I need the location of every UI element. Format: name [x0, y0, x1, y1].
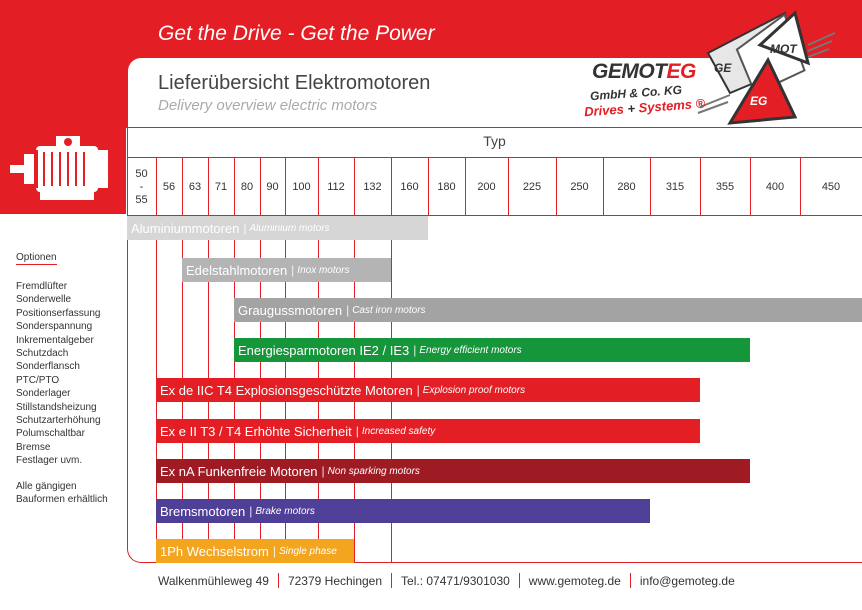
footer-separator [278, 573, 279, 588]
grid-column-line [800, 157, 801, 215]
bar-label-de: Ex nA Funkenfreie Motoren [160, 463, 318, 479]
logo-tagline-b: Systems ® [638, 95, 706, 116]
bar-label-separator: | [272, 544, 276, 558]
bar-label-separator: | [321, 464, 325, 478]
size-header-cell: 63 [188, 180, 202, 193]
slogan: Get the Drive - Get the Power [158, 22, 435, 45]
motor-range-bar [156, 378, 700, 402]
option-item: Inkrementalgeber [16, 334, 94, 346]
grid-column-line [700, 157, 701, 215]
bar-label-en: Energy efficient motors [419, 344, 522, 356]
grid-line-top [127, 127, 862, 128]
option-item: Stillstandsheizung [16, 401, 97, 413]
grid-column-line [750, 157, 751, 215]
options-extra-line2: Bauformen erhältlich [16, 494, 108, 506]
motor-range-bar [156, 419, 700, 443]
grid-column-line [182, 157, 183, 215]
motor-range-bar [234, 298, 862, 322]
option-item: Sonderwelle [16, 294, 72, 306]
bar-label-en: Brake motors [255, 505, 315, 517]
bar-label-en: Single phase [278, 545, 337, 557]
logo-name-accent: EG [666, 60, 696, 83]
bar-label-de: Edelstahlmotoren [186, 262, 288, 278]
options-extra [16, 480, 108, 507]
grid-column-line [208, 157, 209, 215]
grid-column-line [156, 157, 157, 215]
grid-column-line [428, 157, 429, 215]
option-item: Positionserfassung [16, 307, 101, 319]
motor-range-bar [127, 216, 428, 240]
bar-label-de: Aluminiummotoren [131, 220, 240, 236]
grid-column-line [318, 157, 319, 215]
grid-column-line [285, 157, 286, 215]
bar-label-de: Ex e II T3 / T4 Erhöhte Sicherheit [160, 423, 352, 439]
size-header-cell: 355 [715, 180, 735, 193]
logo-triangle-eg: EG [750, 94, 768, 108]
footer-website-link[interactable]: www.gemoteg.de [528, 573, 621, 588]
option-item: PTC/PTO [16, 374, 60, 386]
bar-label-separator: | [249, 504, 253, 518]
grid-column-line [465, 157, 466, 215]
option-item: Sonderlager [16, 388, 71, 400]
page-subtitle: Delivery overview electric motors [158, 97, 378, 114]
footer-city: 72379 Hechingen [287, 573, 383, 588]
bar-label-separator: | [355, 424, 359, 438]
size-header-cell: 180 [437, 180, 456, 193]
size-header-cell: 100 [292, 180, 311, 193]
logo-tagline-plus: + [626, 100, 636, 117]
motor-range-bar [182, 258, 391, 282]
option-item: Sonderflansch [16, 361, 80, 373]
size-header-cell: 400 [765, 180, 785, 193]
grid-column-line [556, 157, 557, 215]
option-item: Schutzarterhöhung [16, 415, 101, 427]
bar-label-de: Energiesparmotoren IE2 / IE3 [238, 342, 410, 358]
bar-label-en: Non sparking motors [327, 465, 420, 477]
motor-icon [0, 128, 126, 214]
logo-subtitle: GmbH & Co. KG [589, 82, 683, 104]
option-item: Polumschaltbar [16, 428, 85, 440]
option-item: Bremse [16, 441, 51, 453]
logo-triangle-ge: GE [714, 61, 732, 75]
bar-label-en: Increased safety [361, 425, 436, 437]
options-list [16, 280, 101, 468]
bar-label-separator: | [291, 263, 295, 277]
size-header-cell: 90 [266, 180, 279, 193]
footer-separator [630, 573, 631, 588]
bar-label-separator: | [346, 303, 350, 317]
logo-name-main: GEMOT [592, 60, 667, 83]
footer-separator [519, 573, 520, 588]
size-header-cell: 112 [327, 180, 345, 193]
type-header: Typ [483, 133, 506, 149]
bar-label-separator: | [243, 221, 247, 235]
logo-name [592, 60, 696, 84]
bar-label-en: Cast iron motors [352, 304, 426, 316]
page-title: Lieferübersicht Elektromotoren [158, 72, 431, 94]
grid-column-line [234, 157, 235, 215]
size-header-cell: 225 [522, 180, 542, 193]
bar-label-de: Ex de IIC T4 Explosionsgeschützte Motoren [160, 382, 413, 398]
options-title: Optionen [16, 252, 57, 263]
motor-range-bar [156, 499, 650, 523]
grid-line-type [127, 157, 862, 158]
size-header-cell: 50 - 55 [135, 167, 148, 206]
grid-column-line [508, 157, 509, 215]
footer-phone[interactable]: Tel.: 07471/9301030 [401, 573, 510, 588]
footer-separator [391, 573, 392, 588]
size-header-cell: 280 [617, 180, 636, 193]
size-header-cell: 160 [400, 180, 419, 193]
option-item: Sonderspannung [16, 321, 93, 333]
footer-address: Walkenmühleweg 49 [158, 573, 269, 588]
grid-column-line [354, 157, 355, 215]
bar-label-en: Aluminium motors [249, 222, 330, 234]
size-header-cell: 450 [821, 180, 841, 193]
footer [158, 573, 735, 588]
motor-range-bar [234, 338, 750, 362]
option-item: Schutzdach [16, 348, 69, 360]
size-header-cell: 80 [240, 180, 254, 193]
bar-label-de: 1Ph Wechselstrom [160, 543, 269, 559]
grid-column-line [391, 157, 392, 215]
motor-range-bar [156, 539, 354, 563]
option-item: Fremdlüfter [16, 281, 68, 292]
grid-column-line [603, 157, 604, 215]
bar-label-en: Explosion proof motors [422, 384, 526, 396]
size-header-cell: 132 [363, 180, 382, 193]
grid-column-line [260, 157, 261, 215]
bar-label-separator: | [413, 343, 417, 357]
size-header-cell: 71 [214, 180, 228, 193]
bar-label-de: Bremsmotoren [160, 503, 246, 519]
footer-email-link[interactable]: info@gemoteg.de [639, 573, 735, 588]
bar-label-en: Inox motors [297, 264, 350, 276]
grid-column-line [650, 157, 651, 215]
size-header-cell: 250 [570, 180, 589, 193]
logo-tagline-a: Drives [583, 101, 625, 120]
options-extra-line1: Alle gängigen [16, 481, 77, 492]
option-item: Festlager uvm. [16, 455, 83, 467]
bar-label-de: Graugussmotoren [238, 302, 343, 318]
size-header-cell: 315 [665, 180, 685, 193]
size-header-cell: 200 [477, 180, 496, 193]
size-header-cell: 56 [162, 180, 176, 193]
bar-label-separator: | [416, 383, 420, 397]
logo-triangle-mot: MOT [770, 42, 797, 56]
motor-range-bar [156, 459, 750, 483]
